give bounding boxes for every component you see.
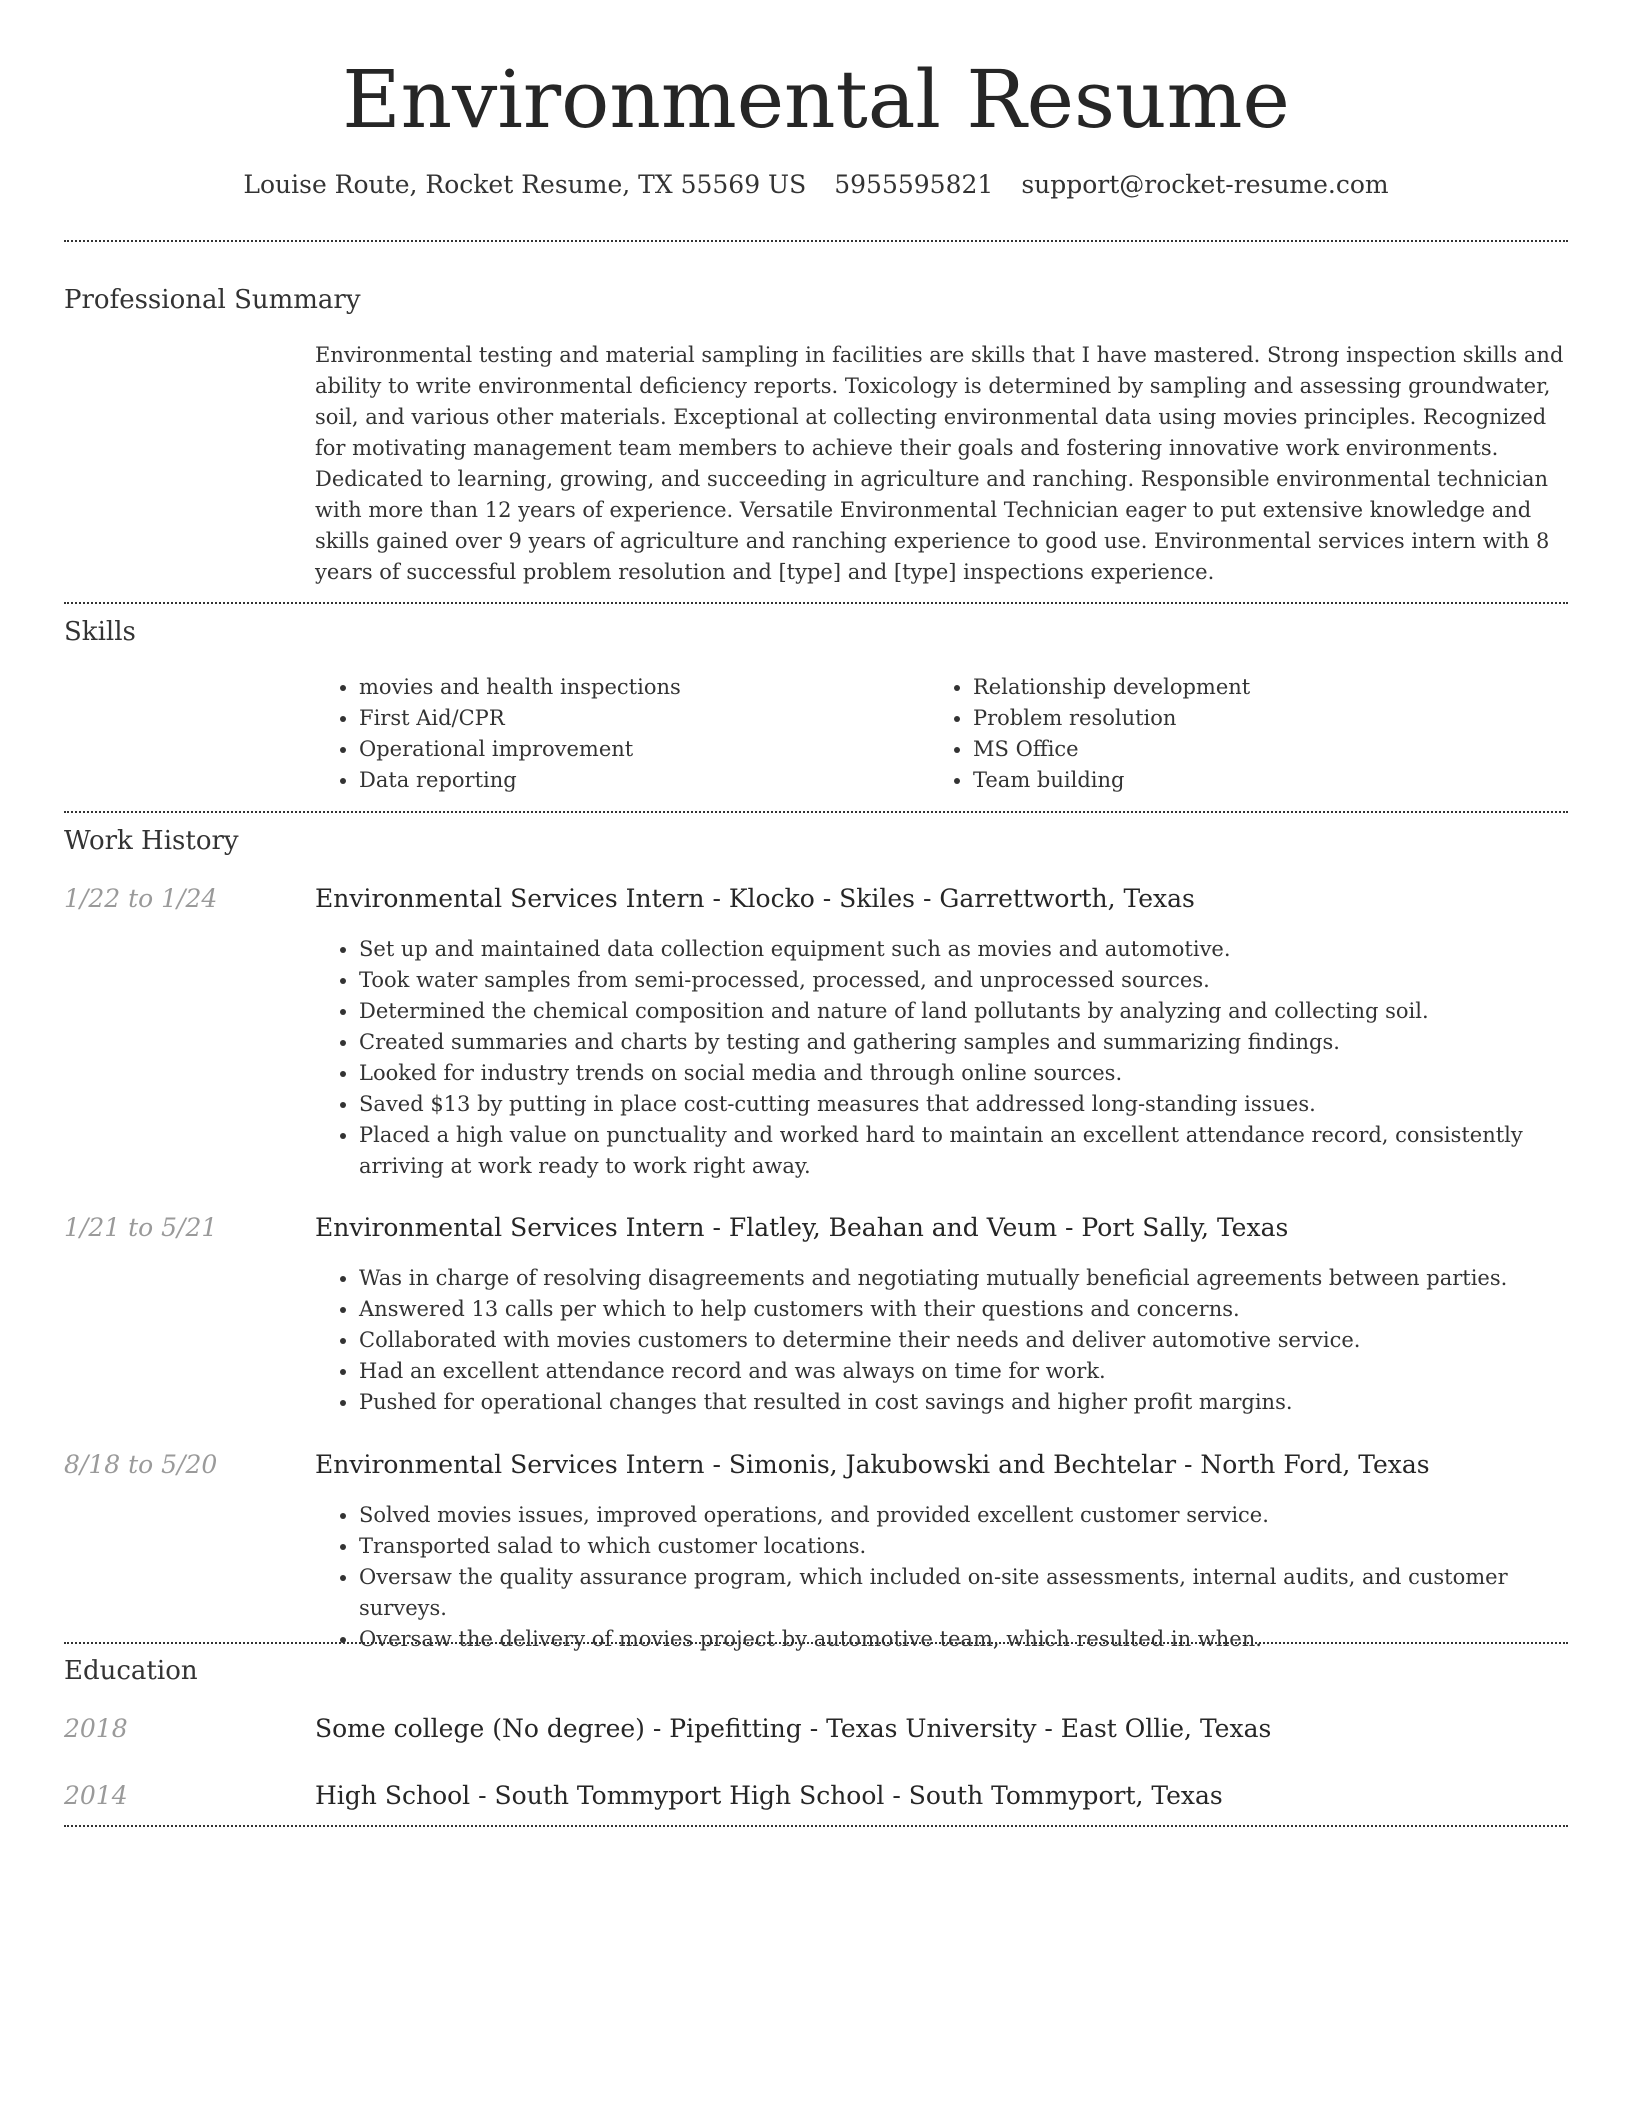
- job-title: Environmental Services Intern: [315, 1213, 705, 1242]
- education-school: South Tommyport High School - South Tommyport, Texas: [494, 1781, 1223, 1810]
- job-bullets: [315, 1263, 1568, 1418]
- job-dates: 1/21 to 5/21: [64, 1213, 218, 1242]
- education-school: Texas University - East Ollie, Texas: [826, 1714, 1272, 1743]
- skill-item: • First Aid/CPR: [359, 703, 925, 734]
- job-bullet: • Answered 13 calls per which to help customers with their questions and concerns.: [359, 1294, 1568, 1325]
- job-bullet: • Oversaw the quality assurance program, which included on-site assessments, internal audits, and customer surveys.: [359, 1562, 1568, 1624]
- skills-heading: Skills: [64, 617, 136, 647]
- skills-list-left: [315, 672, 925, 796]
- skill-item: • movies and health inspections: [359, 672, 925, 703]
- education-year: 2018: [64, 1714, 128, 1743]
- skills-list-right: [929, 672, 1612, 796]
- header-divider: [64, 240, 1568, 242]
- skill-item: • Data reporting: [359, 765, 925, 796]
- education-entry: Some college (No degree) - Pipefitting - Texas University - East Ollie, Texas: [315, 1714, 1272, 1743]
- skill-item: • Team building: [973, 765, 1612, 796]
- skill-item: • Relationship development: [973, 672, 1612, 703]
- summary-divider: [64, 602, 1568, 604]
- education-year: 2014: [64, 1781, 128, 1810]
- skill-item: • Problem resolution: [973, 703, 1612, 734]
- education-entry: High School - South Tommyport High School - South Tommyport, Texas: [315, 1781, 1223, 1810]
- job-bullet: • Took water samples from semi-processed, processed, and unprocessed sources.: [359, 965, 1568, 996]
- education-divider: [64, 1825, 1568, 1827]
- job-bullet: • Looked for industry trends on social media and through online sources.: [359, 1058, 1568, 1089]
- job-bullets: [315, 934, 1568, 1182]
- job-bullet: • Solved movies issues, improved operations, and provided excellent customer service.: [359, 1500, 1568, 1531]
- job-bullet: • Created summaries and charts by testing and gathering samples and summarizing findings.: [359, 1027, 1568, 1058]
- job-bullet: • Transported salad to which customer locations.: [359, 1531, 1568, 1562]
- job-bullet: • Placed a high value on punctuality and worked hard to maintain an excellent attendance record, consistently arriving at work ready to work right away.: [359, 1120, 1568, 1182]
- skills-divider: [64, 811, 1568, 813]
- job-bullet: • Set up and maintained data collection equipment such as movies and automotive.: [359, 934, 1568, 965]
- job-bullet: • Determined the chemical composition and nature of land pollutants by analyzing and collecting soil.: [359, 996, 1568, 1027]
- work-heading: Work History: [64, 826, 239, 856]
- work-divider: [64, 1642, 1568, 1644]
- job-company: Flatley, Beahan and Veum - Port Sally, Texas: [728, 1213, 1289, 1242]
- job-bullet: • Collaborated with movies customers to determine their needs and deliver automotive service.: [359, 1325, 1568, 1356]
- education-heading: Education: [64, 1656, 198, 1686]
- resume-title: Environmental Resume: [342, 53, 1290, 146]
- contact-phone: 5955595821: [834, 170, 994, 199]
- job-company: Klocko - Skiles - Garrettworth, Texas: [728, 884, 1195, 913]
- summary-heading: Professional Summary: [64, 285, 361, 315]
- summary-text: Environmental testing and material sampling in facilities are skills that I have mastered. Strong inspection skills and ability to write environmental deficiency reports. Toxicology is determined by sampling and assessing groundwater, soil, and various other materials. Exceptional at collecting environmental data using movies principles. Recognized for motivating management team members to achieve their goals and fostering innovative work environments. Dedicated to learning, growing, and succeeding in agriculture and ranching. Responsible environmental technician with more than 12 years of experience. Versatile Environmental Technician eager to put extensive knowledge and skills gained over 9 years of agriculture and ranching experience to good use. Environmental services intern with 8 years of successful problem resolution and [type] and [type] inspections experience.: [315, 343, 1564, 584]
- skill-item: • MS Office: [973, 734, 1612, 765]
- education-degree: High School: [315, 1781, 471, 1810]
- job-title: Environmental Services Intern: [315, 1450, 705, 1479]
- job-bullet: • Pushed for operational changes that resulted in cost savings and higher profit margins.: [359, 1387, 1568, 1418]
- job-heading: Environmental Services Intern - Klocko - Skiles - Garrettworth, Texas: [315, 884, 1195, 913]
- job-heading: Environmental Services Intern - Flatley, Beahan and Veum - Port Sally, Texas: [315, 1213, 1289, 1242]
- job-dates: 1/22 to 1/24: [64, 884, 218, 913]
- contact-email: support@rocket-resume.com: [1021, 170, 1389, 199]
- education-degree: Some college (No degree) - Pipefitting: [315, 1714, 802, 1743]
- job-title: Environmental Services Intern: [315, 884, 705, 913]
- job-heading: Environmental Services Intern - Simonis, Jakubowski and Bechtelar - North Ford, Texas: [315, 1450, 1430, 1479]
- job-bullet: • Oversaw the delivery of movies project by automotive team, which resulted in when.: [359, 1624, 1568, 1655]
- skill-item: • Operational improvement: [359, 734, 925, 765]
- job-bullets: [315, 1500, 1568, 1655]
- job-bullet: • Was in charge of resolving disagreements and negotiating mutually beneficial agreements between parties.: [359, 1263, 1568, 1294]
- job-bullet: • Saved $13 by putting in place cost-cutting measures that addressed long-standing issues.: [359, 1089, 1568, 1120]
- job-dates: 8/18 to 5/20: [64, 1450, 218, 1479]
- job-company: Simonis, Jakubowski and Bechtelar - North Ford, Texas: [728, 1450, 1430, 1479]
- contact-address: Louise Route, Rocket Resume, TX 55569 US: [243, 170, 807, 199]
- job-bullet: • Had an excellent attendance record and was always on time for work.: [359, 1356, 1568, 1387]
- contact-line: [0, 168, 1632, 202]
